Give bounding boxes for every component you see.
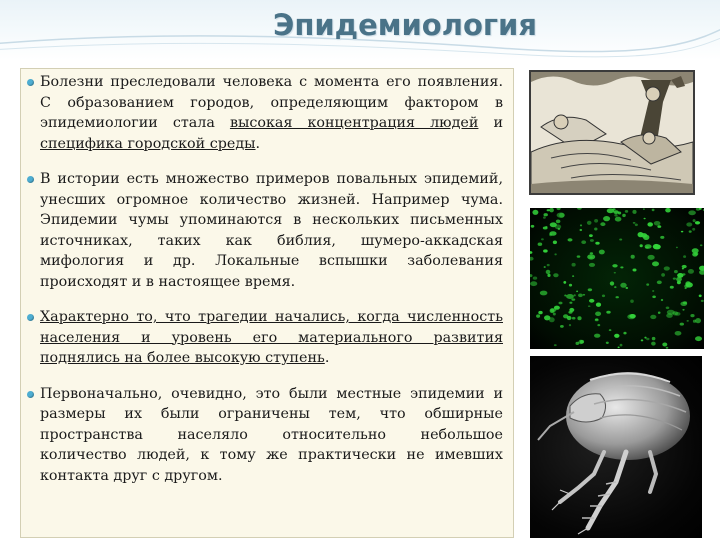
bullet-paragraph-2 <box>40 169 503 292</box>
bacterium-dot <box>544 213 548 216</box>
bacterium-dot <box>549 231 556 236</box>
bacterium-dot <box>647 222 653 226</box>
bacterium-dot <box>566 294 574 299</box>
paragraph-text: и <box>478 115 503 131</box>
bacteria-image <box>530 208 704 349</box>
paragraph-text: Первоначально, очевидно, это были местные эпидемии и размеры их были ограничены тем, что обширные пространства населяло относительно небольшое количество людей, к тому же практически не имевших контакта друг с другом. <box>40 385 503 484</box>
bacterium-dot <box>620 266 623 268</box>
bacterium-dot <box>610 281 614 285</box>
bacterium-dot <box>652 261 659 266</box>
bacterium-dot <box>654 221 661 226</box>
bacterium-dot <box>544 315 550 320</box>
bacterium-dot <box>686 222 692 226</box>
bacterium-dot <box>676 247 678 249</box>
bacterium-dot <box>644 337 646 339</box>
bacterium-dot <box>613 210 618 214</box>
bacterium-dot <box>614 272 616 274</box>
bacterium-dot <box>578 340 583 344</box>
paragraph-list <box>40 72 503 486</box>
bacterium-dot <box>590 239 594 242</box>
bacterium-dot <box>547 264 550 266</box>
bacterium-dot <box>630 300 634 303</box>
bacterium-dot <box>588 288 592 291</box>
bacterium-dot <box>572 317 576 320</box>
bacterium-dot <box>626 287 629 289</box>
paragraph-text: С образованием городов, определяющим фактором в эпидемиологии стала <box>40 94 503 131</box>
underlined-text: Характерно то, что трагедии начались, когда численность населения и уровень его материального развития поднялись на более высокую ступень <box>40 309 503 366</box>
bacterium-dot <box>622 214 626 217</box>
bacterium-dot <box>620 283 626 288</box>
bacterium-dot <box>609 329 612 331</box>
bacterium-dot <box>530 274 533 277</box>
bacterium-dot <box>641 339 644 341</box>
bacterium-dot <box>576 342 580 345</box>
bacterium-dot <box>666 307 670 310</box>
bacterium-dot <box>536 314 540 317</box>
bullet-paragraph-3 <box>40 307 503 369</box>
bacterium-dot <box>652 290 654 292</box>
medieval-plague-image <box>529 70 695 195</box>
bacterium-dot <box>563 281 566 284</box>
bacterium-dot <box>640 244 643 247</box>
bacterium-dot <box>660 236 664 239</box>
bacterium-dot <box>680 323 684 326</box>
bacterium-dot <box>557 208 561 210</box>
bacterium-dot <box>700 244 703 246</box>
bacterium-dot <box>638 232 644 237</box>
bacterium-dot <box>595 312 601 317</box>
bacterium-dot <box>577 208 582 210</box>
bacterium-dot <box>600 222 605 226</box>
bacterium-dot <box>693 219 696 222</box>
bullet-paragraph-4 <box>40 384 503 487</box>
bacterium-dot <box>589 299 594 303</box>
bullet-icon <box>27 176 34 183</box>
bacterium-dot <box>576 291 578 293</box>
bacterium-dot <box>633 269 637 272</box>
bacterium-dot <box>632 210 636 214</box>
bacterium-dot <box>692 228 695 231</box>
bacterium-dot <box>553 273 558 277</box>
bacterium-dot <box>577 255 581 257</box>
bacterium-dot <box>594 219 598 223</box>
bacterium-dot <box>614 334 619 338</box>
bacterium-dot <box>633 222 636 224</box>
bacterium-dot <box>644 218 646 220</box>
bacterium-dot <box>645 244 652 249</box>
bacterium-dot <box>661 299 663 301</box>
bacterium-dot <box>543 216 546 218</box>
bacterium-dot <box>682 309 684 311</box>
bacterium-dot <box>564 295 566 297</box>
bacterium-dot <box>646 283 649 285</box>
bacterium-dot <box>538 243 543 246</box>
bacterium-dot <box>695 336 702 341</box>
bacterium-dot <box>681 231 683 233</box>
bacterium-dot <box>680 302 687 306</box>
bacterium-dot <box>589 263 595 267</box>
bacterium-dot <box>664 266 670 270</box>
bacterium-dot <box>581 240 586 244</box>
bacterium-dot <box>606 311 610 314</box>
bacterium-dot <box>612 208 615 210</box>
bacterium-dot <box>701 300 704 302</box>
bacterium-dot <box>569 308 574 312</box>
flea-image <box>530 356 702 538</box>
bacterium-dot <box>657 225 661 228</box>
bacterium-dot <box>695 221 700 224</box>
bacterium-dot <box>572 263 576 267</box>
bacterium-dot <box>688 210 696 215</box>
bacterium-dot <box>652 337 656 340</box>
bacterium-dot <box>646 338 649 340</box>
bacterium-dot <box>683 255 686 258</box>
bullet-icon <box>27 79 34 86</box>
bacterium-dot <box>594 334 600 338</box>
bacterium-dot <box>682 268 684 270</box>
bacterium-dot <box>692 252 698 256</box>
bacterium-dot <box>541 238 544 240</box>
bacterium-dot <box>661 273 665 277</box>
bacterium-dot <box>569 302 572 304</box>
bacterium-dot <box>556 220 561 224</box>
bacterium-dot <box>587 221 592 225</box>
underlined-text: специфика городской среды <box>40 135 256 152</box>
bacterium-dot <box>623 332 626 335</box>
bacterium-dot <box>619 239 622 241</box>
bacterium-dot <box>615 217 622 222</box>
bacterium-dot <box>587 254 595 259</box>
bacterium-dot <box>568 238 573 241</box>
bacterium-dot <box>559 302 563 305</box>
bacterium-dot <box>667 310 675 315</box>
bacterium-dot <box>603 216 610 221</box>
bacterium-dot <box>629 314 635 318</box>
bacterium-dot <box>569 324 571 326</box>
bacterium-dot <box>574 294 576 296</box>
bacterium-dot <box>530 251 532 254</box>
bacterium-dot <box>553 241 557 245</box>
bacterium-dot <box>547 209 550 211</box>
bacterium-dot <box>651 342 656 346</box>
bacterium-dot <box>559 213 564 218</box>
bacterium-dot <box>685 281 691 286</box>
paragraph-text: Болезни преследовали человека с момента его появления. <box>40 74 503 90</box>
bacterium-dot <box>530 257 534 261</box>
bacterium-dot <box>549 208 554 212</box>
bacterium-dot <box>648 255 655 260</box>
bacterium-dot <box>689 230 692 232</box>
bacterium-dot <box>696 208 700 211</box>
bacterium-dot <box>580 229 583 231</box>
bacterium-dot <box>546 270 551 274</box>
bacterium-dot <box>703 209 704 211</box>
bacterium-dot <box>531 225 535 228</box>
bacterium-dot <box>699 295 702 298</box>
bacterium-dot <box>560 325 564 328</box>
bacterium-dot <box>620 344 623 347</box>
bacterium-dot <box>616 296 619 298</box>
bacterium-dot <box>547 274 550 277</box>
bacterium-dot <box>618 347 620 349</box>
paragraph-text: . <box>324 350 330 366</box>
bacterium-dot <box>687 320 689 322</box>
bullet-paragraph-1 <box>40 72 503 154</box>
underlined-text: высокая концентрация людей <box>229 115 479 131</box>
bacterium-dot <box>543 249 548 252</box>
bacterium-dot <box>662 343 667 347</box>
bacterium-dot <box>597 324 600 326</box>
bacterium-dot <box>677 273 683 278</box>
bacterium-dot <box>588 305 591 307</box>
bacterium-dot <box>569 284 572 287</box>
bacterium-dot <box>675 331 682 336</box>
bacterium-dot <box>563 314 568 318</box>
bacterium-dot <box>682 265 687 268</box>
slide-title: Эпидемиология <box>273 8 537 42</box>
bacterium-dot <box>599 250 605 255</box>
bacterium-dot <box>530 281 537 286</box>
bacterium-dot <box>554 253 556 255</box>
bacterium-dot <box>595 319 599 322</box>
bacterium-dot <box>550 308 556 312</box>
bacterium-dot <box>695 318 701 323</box>
bacterium-dot <box>614 286 616 288</box>
paragraph-text: . <box>255 135 261 152</box>
bacterium-dot <box>553 313 556 316</box>
bacterium-dot <box>590 252 593 254</box>
bullet-icon <box>27 391 34 398</box>
bacterium-dot <box>612 264 617 267</box>
bacterium-dot <box>577 316 581 320</box>
bacterium-dot <box>673 278 676 280</box>
bacterium-dot <box>658 312 661 314</box>
bacterium-dot <box>583 294 586 296</box>
bacterium-dot <box>653 244 660 249</box>
bacterium-dot <box>580 224 582 226</box>
bullet-icon <box>27 314 34 321</box>
bacteria-micrograph-icon <box>530 208 704 349</box>
bacterium-dot <box>652 296 656 299</box>
bacterium-dot <box>538 311 542 314</box>
bacterium-dot <box>540 291 548 296</box>
flea-micrograph-icon <box>530 356 702 538</box>
bacterium-dot <box>635 224 638 227</box>
bacterium-dot <box>677 281 681 285</box>
bacterium-dot <box>589 234 593 237</box>
medieval-plague-illustration-icon <box>531 72 693 193</box>
bacterium-dot <box>555 224 562 229</box>
bacterium-dot <box>674 270 678 273</box>
bacterium-dot <box>572 275 574 277</box>
bacterium-dot <box>533 277 537 280</box>
bacterium-dot <box>606 342 609 344</box>
bacterium-dot <box>652 209 655 212</box>
bacterium-dot <box>625 210 628 213</box>
bacterium-dot <box>688 269 694 274</box>
bacterium-dot <box>544 266 546 268</box>
bacterium-dot <box>666 347 669 349</box>
bacterium-dot <box>670 286 674 289</box>
bacterium-dot <box>699 266 704 271</box>
text-panel <box>20 68 514 538</box>
bacterium-dot <box>643 208 645 210</box>
bacterium-dot <box>545 226 547 228</box>
paragraph-text: В истории есть множество примеров повальных эпидемий, унесших огромное количество жизней. Например чума. Эпидемии чумы упоминаются в нескольких письменных источниках, таких как библия, шумеро-аккадская мифология и др. Локальные вспышки заболевания происходят и в настоящее время. <box>40 171 503 290</box>
bacterium-dot <box>690 314 694 317</box>
bacterium-dot <box>614 214 617 217</box>
bacterium-dot <box>631 255 635 259</box>
bacterium-dot <box>532 210 538 215</box>
bacterium-dot <box>594 228 597 231</box>
bacterium-dot <box>650 315 656 319</box>
bacterium-dot <box>602 295 605 298</box>
bacterium-dot <box>657 281 662 285</box>
bacterium-dot <box>571 298 575 300</box>
bacterium-dot <box>596 303 601 307</box>
bacterium-dot <box>665 208 671 213</box>
bacterium-dot <box>554 344 557 346</box>
bacterium-dot <box>595 242 599 245</box>
bacterium-dot <box>578 294 583 298</box>
bacterium-dot <box>643 235 649 240</box>
